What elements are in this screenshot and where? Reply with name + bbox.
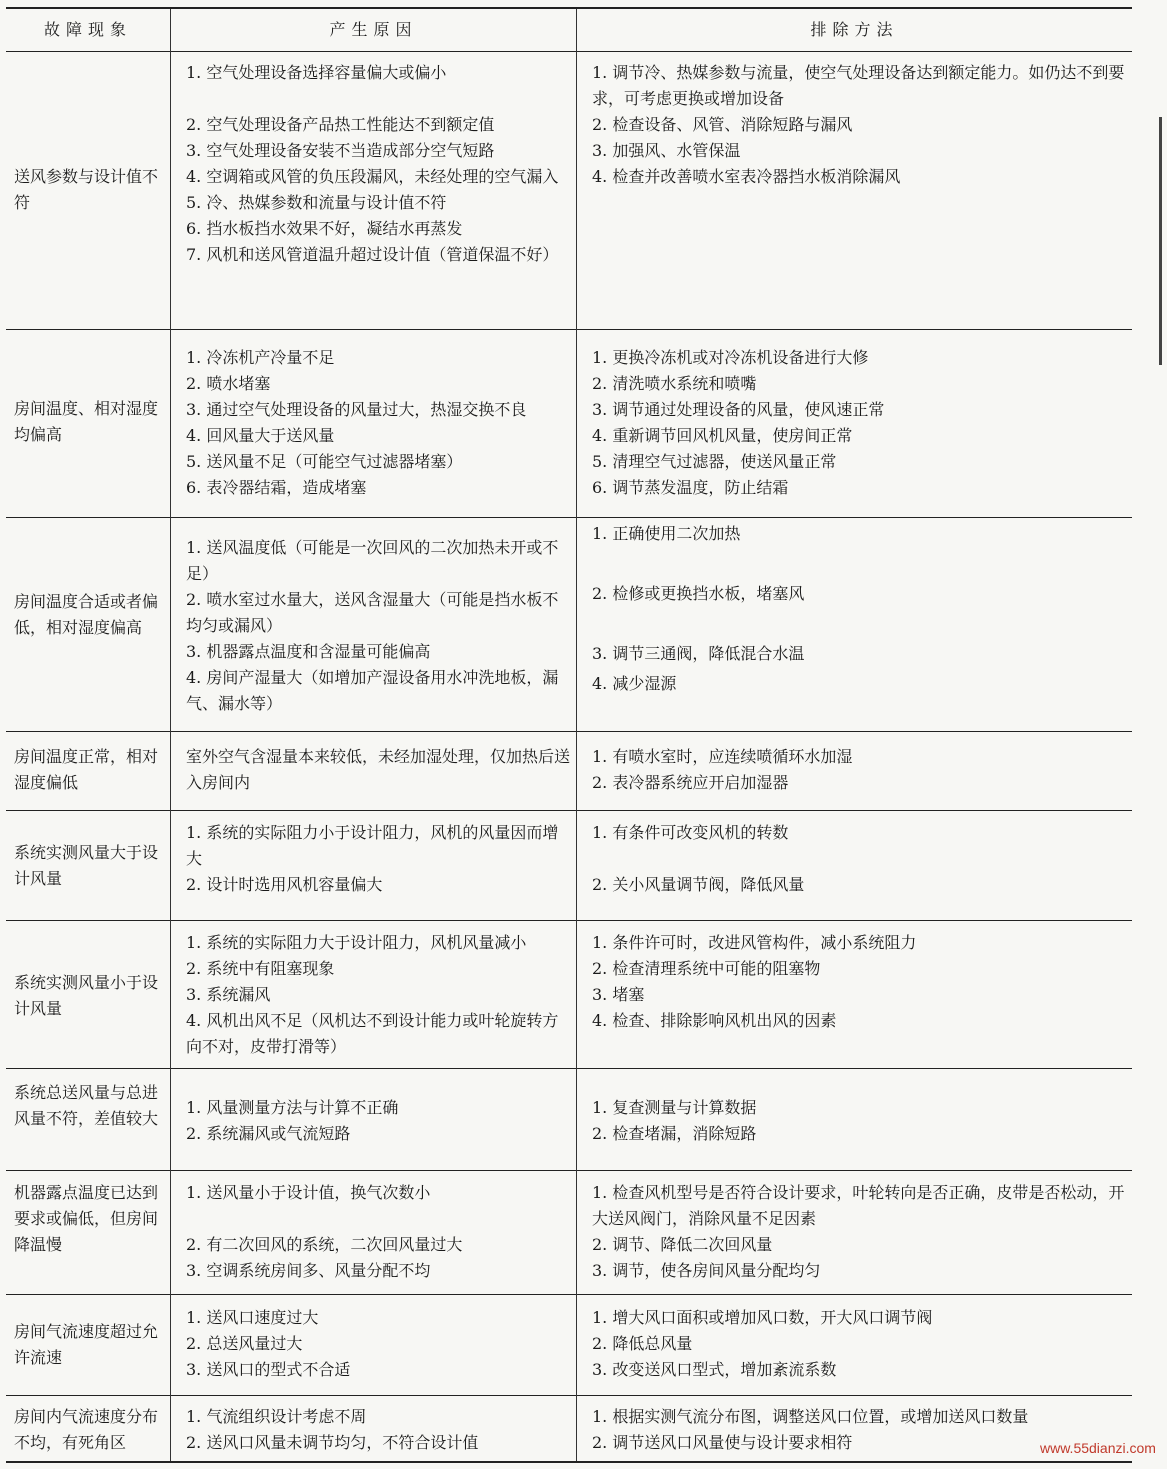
list-item: 3. 堵塞 — [592, 985, 645, 1004]
list-item: 1. 更换冷冻机或对冷冻机设备进行大修 — [592, 348, 869, 367]
fault-cell: 系统总送风量与总进风量不符，差值较大 — [14, 1083, 159, 1128]
list-item: 5. 清理空气过滤器，使送风量正常 — [592, 452, 837, 471]
remedy-cell — [592, 1180, 1132, 1284]
list-item: 2. 检查堵漏，消除短路 — [592, 1124, 757, 1143]
remedy-cell — [592, 820, 1132, 898]
list-item: 4. 风机出风不足（风机达不到设计能力或叶轮旋转方向不对，皮带打滑等） — [186, 1011, 559, 1056]
spacer — [186, 86, 572, 112]
row-rule — [6, 810, 1132, 811]
list-item: 3. 调节，使各房间风量分配均匀 — [592, 1261, 821, 1280]
list-item: 1. 风量测量方法与计算不正确 — [186, 1098, 399, 1117]
row-rule — [6, 1068, 1132, 1069]
fault-cell: 房间内气流速度分布不均，有死角区 — [14, 1407, 159, 1452]
cause-cell — [186, 930, 572, 1060]
list-item: 1. 冷冻机产冷量不足 — [186, 348, 335, 367]
row-rule — [6, 329, 1132, 330]
list-item: 1. 送风温度低（可能是一次回风的二次加热未开或不足） — [186, 538, 559, 583]
list-item: 2. 调节送风口风量使与设计要求相符 — [592, 1433, 853, 1452]
list-item: 1. 系统的实际阻力小于设计阻力，风机的风量因而增大 — [186, 823, 559, 868]
cause-cell — [186, 1180, 572, 1284]
row-rule — [6, 920, 1132, 921]
list-item: 2. 系统漏风或气流短路 — [186, 1124, 351, 1143]
remedy-cell — [592, 744, 1132, 796]
list-item: 3. 空气处理设备安装不当造成部分空气短路 — [186, 141, 495, 160]
header-bottom-rule — [6, 51, 1132, 52]
list-item: 2. 表冷器系统应开启加湿器 — [592, 773, 789, 792]
list-item: 1. 空气处理设备选择容量偏大或偏小 — [186, 63, 447, 82]
spacer — [592, 846, 1132, 872]
header-cause: 产生原因 — [329, 20, 418, 39]
cause-cell — [186, 1404, 572, 1456]
list-item: 2. 检查设备、风管、消除短路与漏风 — [592, 115, 853, 134]
spacer — [592, 547, 1132, 573]
list-item: 3. 机器露点温度和含湿量可能偏高 — [186, 642, 431, 661]
list-item: 4. 重新调节回风机风量，使房间正常 — [592, 426, 853, 445]
fault-cell: 系统实测风量大于设计风量 — [14, 843, 159, 888]
list-item: 3. 空调系统房间多、风量分配不均 — [186, 1261, 431, 1280]
list-item: 2. 设计时选用风机容量偏大 — [186, 875, 383, 894]
remedy-cell — [592, 1095, 1132, 1147]
list-item: 1. 条件许可时，改进风管构件，减小系统阻力 — [592, 933, 917, 952]
header-remedy: 排除方法 — [810, 20, 899, 39]
list-item: 3. 调节三通阀，降低混合水温 — [592, 644, 805, 663]
list-item: 1. 调节冷、热媒参数与流量，使空气处理设备达到额定能力。如仍达不到要求，可考虑更换或增加设备 — [592, 63, 1125, 108]
list-item: 4. 检查、排除影响风机出风的因素 — [592, 1011, 837, 1030]
fault-cell: 房间温度、相对湿度均偏高 — [14, 399, 159, 444]
spacer — [186, 1206, 572, 1232]
list-item: 2. 关小风量调节阀，降低风量 — [592, 875, 805, 894]
list-item: 4. 房间产湿量大（如增加产湿设备用水冲洗地板，漏气、漏水等） — [186, 668, 559, 713]
list-item: 3. 通过空气处理设备的风量过大，热湿交换不良 — [186, 400, 527, 419]
list-item: 1. 气流组织设计考虑不周 — [186, 1407, 367, 1426]
table-bottom-rule — [6, 1461, 1132, 1463]
column-divider — [576, 9, 577, 1461]
list-item: 5. 冷、热媒参数和流量与设计值不符 — [186, 193, 447, 212]
list-item: 1. 增大风口面积或增加风口数，开大风口调节阀 — [592, 1308, 933, 1327]
cause-cell — [186, 345, 572, 501]
row-rule — [6, 1395, 1132, 1396]
table-top-rule — [6, 7, 1132, 9]
list-item: 4. 检查并改善喷水室表冷器挡水板消除漏风 — [592, 167, 901, 186]
list-item: 室外空气含湿量本来较低，未经加湿处理，仅加热后送入房间内 — [186, 747, 571, 792]
list-item: 1. 正确使用二次加热 — [592, 524, 741, 543]
cause-cell — [186, 535, 572, 717]
list-item: 2. 有二次回风的系统，二次回风量过大 — [186, 1235, 463, 1254]
list-item: 6. 调节蒸发温度，防止结霜 — [592, 478, 789, 497]
list-item: 2. 送风口风量未调节均匀，不符合设计值 — [186, 1433, 479, 1452]
remedy-cell — [592, 930, 1132, 1034]
list-item: 3. 加强风、水管保温 — [592, 141, 741, 160]
list-item: 1. 复查测量与计算数据 — [592, 1098, 757, 1117]
column-divider — [170, 9, 171, 1461]
fault-cell: 房间温度合适或者偏低，相对湿度偏高 — [14, 592, 159, 637]
fault-cell: 送风参数与设计值不符 — [14, 167, 159, 212]
remedy-cell — [592, 1305, 1132, 1383]
row-rule — [6, 517, 1132, 518]
list-item: 3. 调节通过处理设备的风量，使风速正常 — [592, 400, 885, 419]
cause-cell — [186, 1305, 572, 1383]
list-item: 2. 喷水堵塞 — [186, 374, 271, 393]
remedy-cell — [592, 345, 1132, 501]
list-item: 2. 检查清理系统中可能的阻塞物 — [592, 959, 821, 978]
cause-cell — [186, 1095, 572, 1147]
list-item: 1. 送风口速度过大 — [186, 1308, 319, 1327]
row-rule — [6, 731, 1132, 732]
list-item: 6. 挡水板挡水效果不好，凝结水再蒸发 — [186, 219, 463, 238]
page-edge-mark — [1159, 117, 1162, 365]
list-item: 1. 送风量小于设计值，换气次数小 — [186, 1183, 431, 1202]
list-item: 2. 调节、降低二次回风量 — [592, 1235, 773, 1254]
list-item: 7. 风机和送风管道温升超过设计值（管道保温不好） — [186, 245, 559, 264]
remedy-cell — [592, 60, 1132, 190]
list-item: 2. 喷水室过水量大，送风含湿量大（可能是挡水板不均匀或漏风） — [186, 590, 559, 635]
list-item: 5. 送风量不足（可能空气过滤器堵塞） — [186, 452, 463, 471]
cause-cell — [186, 60, 572, 268]
row-rule — [6, 1170, 1132, 1171]
fault-cell: 系统实测风量小于设计风量 — [14, 973, 159, 1018]
watermark-text: www.55dianzi.com — [1040, 1440, 1156, 1456]
list-item: 3. 送风口的型式不合适 — [186, 1360, 351, 1379]
fault-cell: 房间温度正常，相对湿度偏低 — [14, 747, 159, 792]
list-item: 1. 有条件可改变风机的转数 — [592, 823, 789, 842]
remedy-cell — [592, 521, 1132, 697]
list-item: 1. 系统的实际阻力大于设计阻力，风机风量减小 — [186, 933, 527, 952]
row-rule — [6, 1294, 1132, 1295]
fault-cell: 房间气流速度超过允许流速 — [14, 1322, 159, 1367]
list-item: 4. 空调箱或风管的负压段漏风，未经处理的空气漏入 — [186, 167, 559, 186]
header-fault: 故障现象 — [43, 20, 132, 39]
list-item: 1. 检查风机型号是否符合设计要求，叶轮转向是否正确，皮带是否松动，开大送风阀门，消除风量不足因素 — [592, 1183, 1125, 1228]
list-item: 2. 清洗喷水系统和喷嘴 — [592, 374, 757, 393]
fault-cell: 机器露点温度已达到要求或偏低，但房间降温慢 — [14, 1183, 159, 1254]
list-item: 2. 系统中有阻塞现象 — [186, 959, 335, 978]
list-item: 4. 回风量大于送风量 — [186, 426, 335, 445]
list-item: 1. 有喷水室时，应连续喷循环水加湿 — [592, 747, 853, 766]
list-item: 2. 降低总风量 — [592, 1334, 693, 1353]
list-item: 2. 总送风量过大 — [186, 1334, 303, 1353]
list-item: 6. 表冷器结霜，造成堵塞 — [186, 478, 367, 497]
list-item: 3. 系统漏风 — [186, 985, 271, 1004]
list-item: 3. 改变送风口型式，增加紊流系数 — [592, 1360, 837, 1379]
list-item: 2. 空气处理设备产品热工性能达不到额定值 — [186, 115, 495, 134]
list-item: 2. 检修或更换挡水板，堵塞风 — [592, 584, 805, 603]
list-item: 4. 减少湿源 — [592, 674, 677, 693]
spacer — [592, 607, 1132, 633]
cause-cell — [186, 820, 572, 898]
list-item: 1. 根据实测气流分布图，调整送风口位置，或增加送风口数量 — [592, 1407, 1029, 1426]
cause-cell — [186, 744, 572, 796]
